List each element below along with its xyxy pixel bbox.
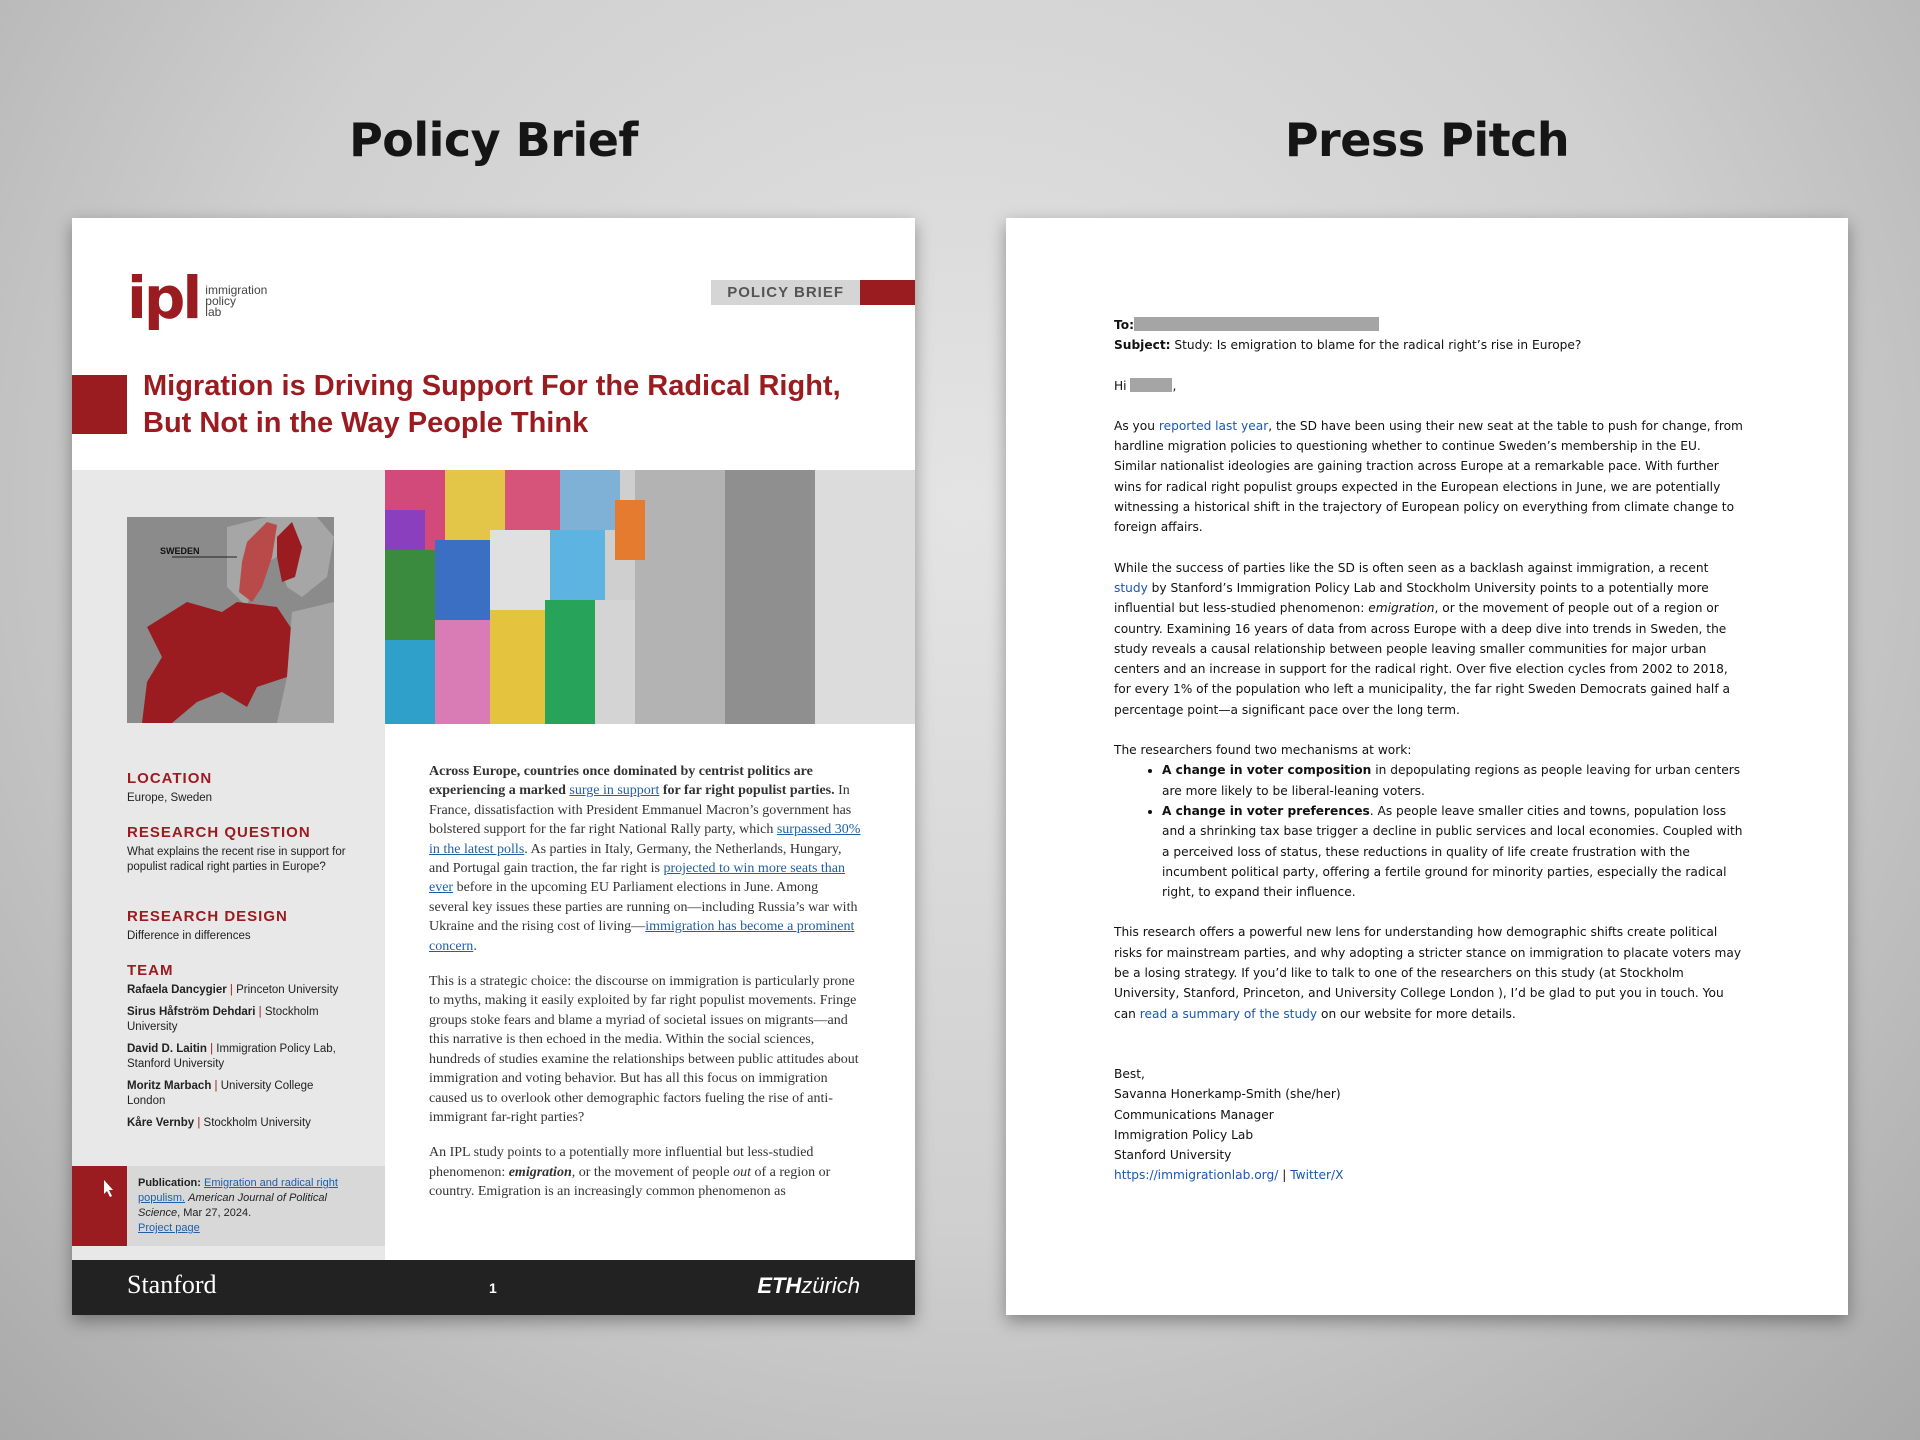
project-page-link[interactable]: Project page <box>138 1222 200 1234</box>
brief-paragraph: Across Europe, countries once dominated by centrist politics are experiencing a marked surge in support for far right populist parties. In France, dissatisfaction with President Emmanuel Macron’s government has bolstered support for the far right National Rally party, which surpassed 30% in the latest polls. As parties in Italy, Germany, the Netherlands, Hungary, and Portugal gain traction, the far right is projected to win more seats than ever before in the upcoming EU Parliament elections in June. Among several key issues these parties are running on—including Russia’s war with Ukraine and the rising cost of living—immigration has become a prominent concern. <box>429 764 861 954</box>
stanford-logo: Stanford <box>127 1270 217 1299</box>
subject-line: Subject: Study: Is emigration to blame for the radical right’s rise in Europe? <box>1114 338 1582 353</box>
page-number: 1 <box>489 1280 497 1296</box>
concern-link[interactable]: immigration has become a prominent concern <box>429 919 855 954</box>
press-pitch-page <box>1006 218 1848 1315</box>
seats-link[interactable]: projected to win more seats than ever <box>429 861 846 896</box>
pitch-paragraph: This research offers a powerful new lens for understanding how demographic shifts create political risks for mainstream parties, and why adopting a stricter stance on immigration to placate voters may be a losing strategy. If you’d like to talk to one of the researchers on this study (at Stockholm University, Stanford, Princeton, and University College London ), I’d be glad to put you in touch. You can read a summary of the study on our website for more details. <box>1114 925 1742 1021</box>
location-section: LOCATION Europe, Sweden <box>127 770 213 804</box>
signature: Best, Savanna Honerkamp-Smith (she/her) Communications Manager Immigration Policy Lab Stanford University https://immigrationlab.org/ | Twitter/X <box>1114 1066 1344 1183</box>
eth-zurich-logo: ETHzürich <box>757 1273 860 1298</box>
redacted-name <box>1130 378 1172 392</box>
brief-paragraph: This is a strategic choice: the discourse on immigration is particularly prone to myths, making it easily exploited by far right populist movements. Fringe groups stoke fears and blame a myriad of societal issues on migrants—and this narrative is then echoed in the media. Within the social sciences, hundreds of studies examine the relationships between public attitudes about immigration and voting behavior. But has all this focus on immigration caused us to overlook other demographic factors fueling the rise of anti-immigrant far-right parties? <box>429 974 859 1125</box>
press-pitch-heading: Press Pitch <box>1284 113 1570 167</box>
brief-body <box>429 762 861 1218</box>
pitch-paragraph: While the success of parties like the SD is often seen as a backlash against immigration, a recent study by Stanford’s Immigration Policy Lab and Stockholm University points to a potentially more influential but less-studied phenomenon: emigration, or the movement of people out of a region or country. Examining 16 years of data from across Europe with a deep dive into trends in Sweden, the study reveals a causal relationship between people leaving smaller communities for major urban centers and an increase in support for the radical right. Over five election cycles from 2002 to 2018, for every 1% of the population who left a municipality, the far right Sweden Democrats gained half a percentage point—a significant pace over the long term. <box>1114 560 1730 717</box>
research-question-section: RESEARCH QUESTION What explains the recent rise in support for populist radical right parties in Europe? <box>127 824 346 873</box>
surge-link[interactable]: surge in support <box>569 783 660 799</box>
policy-brief-tag: POLICY BRIEF <box>711 280 915 305</box>
website-link[interactable]: https://immigrationlab.org/ <box>1114 1168 1279 1183</box>
mechanisms-list <box>1114 760 1746 902</box>
research-design-section: RESEARCH DESIGN Difference in differences <box>127 908 288 942</box>
faces-collage-image <box>385 470 915 724</box>
team-member: David D. Laitin | Immigration Policy Lab, Stanford University <box>127 1043 336 1070</box>
europe-map <box>127 517 334 723</box>
ipl-logo <box>127 264 268 332</box>
redacted-recipient <box>1134 317 1379 331</box>
to-line: To: <box>1114 315 1746 335</box>
study-link[interactable]: study <box>1114 580 1148 595</box>
team-member: Rafaela Dancygier | Princeton University <box>127 984 339 996</box>
team-member: Sirus Håfström Dehdari | Stockholm University <box>127 1006 319 1033</box>
brief-paragraph: An IPL study points to a potentially more influential but less-studied phenomenon: emigration, or the movement of people out of a region or country. Emigration is an increasingly common phenomenon as <box>429 1145 831 1200</box>
publication-box: Publication: Emigration and radical right populism. American Journal of Political Science, Mar 27, 2024. Project page <box>72 1166 385 1246</box>
polls-link[interactable]: surpassed 30% in the latest polls <box>429 822 861 857</box>
summary-link[interactable]: read a summary of the study <box>1139 1006 1318 1021</box>
sweden-label: SWEDEN <box>160 546 200 556</box>
twitter-link[interactable]: Twitter/X <box>1290 1168 1344 1183</box>
team-member: Moritz Marbach | University College London <box>127 1080 314 1107</box>
brief-sidebar <box>72 470 385 1260</box>
list-item: • A change in voter preferences. As people leave smaller cities and towns, population loss and a shrinking tax base trigger a decline in public services and local economies. Coupled with a perceived loss of status, these reductions in quality of life create frustration with the incumbent political party, offering a fertile ground for minority parties, especially the radical right, to expand their influence. <box>1162 801 1746 902</box>
list-item: • A change in voter composition in depopulating regions as people leaving for urban centers are more likely to be liberal-leaning voters. <box>1162 760 1746 801</box>
brief-title: Migration is Driving Support For the Radical Right, But Not in the Way People Think <box>143 370 841 439</box>
policy-brief-heading: Policy Brief <box>349 113 638 167</box>
email-body <box>1114 315 1746 1186</box>
brief-footer <box>72 1260 915 1315</box>
pitch-paragraph: As you reported last year, the SD have been using their new seat at the table to push for change, from hardline migration policies to questioning whether to continue Sweden’s membership in the EU. Similar nationalist ideologies are gaining traction across Europe at a remarkable pace. With further wins for radical right populist groups expected in the European elections in June, we are potentially witnessing a historical shift in the trajectory of European policy on everything from climate change to foreign affairs. <box>1114 418 1743 535</box>
mechanisms-intro: The researchers found two mechanisms at work: <box>1114 743 1412 758</box>
title-accent-bar <box>72 375 127 434</box>
publication-link[interactable]: Emigration and radical right populism. <box>138 1177 338 1204</box>
cursor-icon <box>72 1166 127 1246</box>
reported-link[interactable]: reported last year <box>1158 418 1269 433</box>
team-member: Kåre Vernby | Stockholm University <box>127 1117 311 1129</box>
greeting: Hi , <box>1114 378 1177 393</box>
policy-brief-page <box>72 218 915 1315</box>
ipl-logo-mark: ipl <box>127 264 200 332</box>
ipl-logo-words: immigration policy lab <box>205 283 268 319</box>
team-section: TEAM Rafaela Dancygier | Princeton University Sirus Håfström Dehdari | Stockholm University David D. Laitin | Immigration Policy Lab, Stanford University Moritz Marbach | University College London Kåre Vernby | Stockholm University <box>127 962 347 1138</box>
